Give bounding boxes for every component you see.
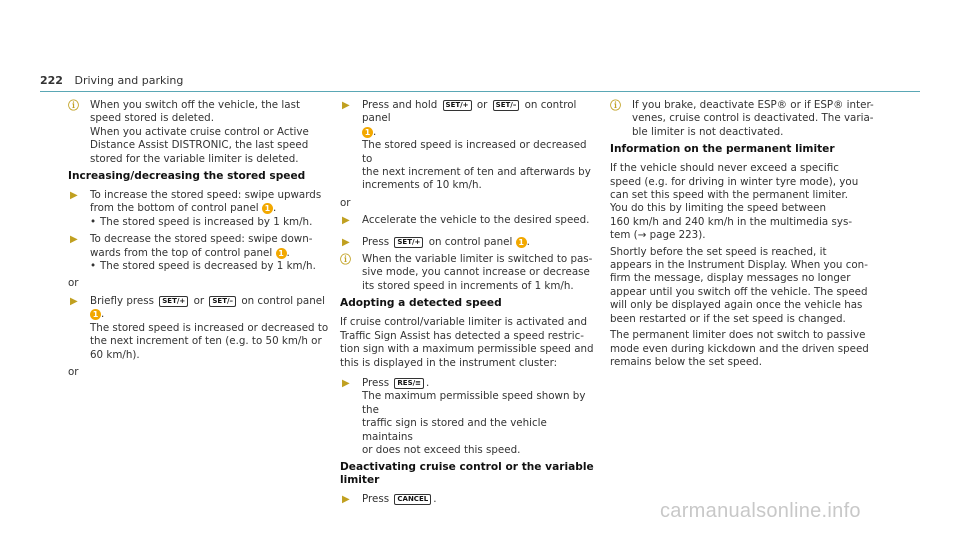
step-text: 60 km/h). bbox=[90, 348, 140, 361]
arrow-right-icon: ▶ bbox=[342, 236, 350, 248]
step-text: Press bbox=[362, 493, 390, 506]
paragraph-line: mode even during kickdown and the driven speed bbox=[610, 342, 869, 355]
page-reference-link[interactable]: tem (→ page 223). bbox=[610, 229, 706, 242]
note-line: Distance Assist DISTRONIC, the last speed bbox=[90, 139, 309, 152]
paragraph-line: Shortly before the set speed is reached, it bbox=[610, 245, 827, 258]
step-text: The stored speed is increased or decreased to bbox=[90, 321, 329, 334]
section-title: Driving and parking bbox=[74, 74, 184, 87]
set-plus-key: SET/+ bbox=[443, 100, 472, 111]
step-text: To decrease the stored speed: swipe down- bbox=[90, 233, 313, 246]
bullet-text: The stored speed is decreased by 1 km/h. bbox=[100, 260, 316, 273]
info-icon: ⓘ bbox=[68, 99, 79, 112]
paragraph-line: appears in the Instrument Display. When you con- bbox=[610, 259, 868, 272]
arrow-right-icon: ▶ bbox=[70, 190, 78, 202]
instruction-step: ▶ Press and hold SET/+ or SET/– on control panel 1 . The stored speed is increased or decreased to the next increment of ten and afterwards by increments of 10 km/h. bbox=[340, 99, 598, 193]
note-line: speed stored is deleted. bbox=[90, 112, 214, 125]
note-line: If you brake, deactivate ESP® or if ESP® inter- bbox=[632, 99, 874, 111]
instruction-step bbox=[340, 214, 598, 227]
arrow-right-icon: ▶ bbox=[342, 100, 350, 111]
step-text: wards from the top of control panel bbox=[90, 246, 273, 259]
arrow-right-icon: ▶ bbox=[342, 494, 350, 506]
step-text: traffic sign is stored and the vehicle maintains bbox=[362, 417, 547, 443]
page-number: 222 bbox=[40, 74, 63, 87]
note-line: its stored speed in increments of 1 km/h. bbox=[362, 279, 574, 292]
section-heading: Adopting a detected speed bbox=[340, 297, 502, 310]
column-1 bbox=[68, 99, 330, 379]
paragraph-line: tion sign with a maximum permissible speed and bbox=[340, 343, 594, 356]
set-minus-key: SET/– bbox=[493, 100, 520, 111]
step-text: Press bbox=[362, 376, 390, 389]
paragraph-line: Traffic Sign Assist has detected a speed restric- bbox=[340, 329, 584, 342]
step-text: Briefly press bbox=[90, 294, 154, 307]
note-line: When you activate cruise control or Active bbox=[90, 125, 309, 138]
arrow-right-icon: ▶ bbox=[70, 234, 78, 246]
or-label: or bbox=[68, 365, 79, 378]
set-plus-key: SET/+ bbox=[159, 296, 188, 307]
paragraph-line: If cruise control/variable limiter is activated and bbox=[340, 316, 587, 329]
note-line: venes, cruise control is deactivated. The varia- bbox=[632, 112, 874, 125]
column-3 bbox=[610, 99, 900, 372]
section-heading: Increasing/decreasing the stored speed bbox=[68, 170, 306, 183]
paragraph-line: can set this speed with the permanent limiter. bbox=[610, 189, 849, 202]
column-2 bbox=[340, 99, 598, 511]
instruction-step: ▶ Briefly press SET/+ or SET/– on control panel 1 . The stored speed is increased or decreased to the next increment of ten (e.g. to 50 km/h or 60 km/h). bbox=[70, 294, 329, 361]
info-icon: ⓘ bbox=[610, 99, 621, 112]
instruction-step: ▶ Press CANCEL . bbox=[342, 493, 437, 506]
paragraph-line: You do this by limiting the speed between bbox=[610, 202, 827, 215]
watermark: carmanualsonline.info bbox=[660, 500, 861, 522]
set-plus-key: SET/+ bbox=[394, 237, 423, 248]
paragraph-line: appear until you switch off the vehicle. The speed bbox=[610, 285, 868, 298]
arrow-right-icon: ▶ bbox=[342, 215, 350, 227]
step-text: on control panel bbox=[241, 294, 325, 307]
note-line: stored for the variable limiter is deleted. bbox=[90, 152, 299, 165]
step-text: Accelerate the vehicle to the desired speed. bbox=[362, 214, 590, 227]
bullet: • bbox=[90, 260, 97, 273]
header-divider bbox=[40, 91, 920, 92]
bullet-text: The stored speed is increased by 1 km/h. bbox=[100, 215, 313, 228]
paragraph-line: this is displayed in the instrument cluster: bbox=[340, 356, 558, 369]
paragraph bbox=[340, 316, 598, 370]
callout-number: 1 bbox=[516, 237, 527, 248]
paragraph-line: 160 km/h and 240 km/h in the multimedia sys- bbox=[610, 215, 853, 228]
instruction-step: ▶ Press SET/+ on control panel 1 . bbox=[342, 235, 530, 248]
note-line: ble limiter is not deactivated. bbox=[632, 125, 784, 138]
paragraph-line: firm the message, display messages no longer bbox=[610, 272, 851, 285]
instruction-step: ▶ To decrease the stored speed: swipe down- wards from the top of control panel 1 . • The stored speed is decreased by 1 km/h. bbox=[68, 233, 330, 273]
step-text: the next increment of ten (e.g. to 50 km/h or bbox=[90, 335, 322, 348]
paragraph-line: remains below the set speed. bbox=[610, 355, 762, 368]
paragraph-line: been restarted or if the set speed is changed. bbox=[610, 312, 846, 325]
bullet: • bbox=[90, 215, 97, 228]
step-text: or bbox=[476, 99, 488, 111]
note-block bbox=[610, 99, 900, 139]
set-minus-key: SET/– bbox=[209, 296, 236, 307]
step-text: The stored speed is increased or decreased to bbox=[362, 139, 587, 165]
paragraph bbox=[610, 246, 900, 326]
step-text: The maximum permissible speed shown by the bbox=[362, 390, 586, 416]
section-heading: Information on the permanent limiter bbox=[610, 143, 835, 156]
resume-key: RES/≡ bbox=[394, 378, 424, 389]
or-label: or bbox=[68, 277, 79, 290]
paragraph bbox=[610, 162, 900, 242]
paragraph-line: If the vehicle should never exceed a specific bbox=[610, 162, 839, 175]
note-block bbox=[340, 253, 598, 293]
step-text: or does not exceed this speed. bbox=[362, 443, 521, 456]
paragraph-line: speed (e.g. for driving in winter tyre mode), you bbox=[610, 175, 859, 188]
page-header bbox=[40, 74, 183, 87]
step-text: To increase the stored speed: swipe upwards bbox=[90, 189, 322, 202]
step-text: increments of 10 km/h. bbox=[362, 179, 482, 192]
arrow-right-icon: ▶ bbox=[70, 295, 78, 307]
arrow-right-icon: ▶ bbox=[342, 377, 350, 389]
section-heading: Deactivating cruise control or the variable limiter bbox=[340, 461, 594, 487]
step-text: from the bottom of control panel bbox=[90, 202, 259, 215]
paragraph bbox=[610, 329, 900, 369]
callout-number: 1 bbox=[276, 248, 287, 259]
note-line: sive mode, you cannot increase or decrease bbox=[362, 266, 590, 279]
paragraph-line: will only be displayed again once the vehicle has bbox=[610, 299, 863, 312]
note-line: When the variable limiter is switched to pas- bbox=[362, 253, 593, 266]
note-block bbox=[68, 99, 330, 166]
instruction-step: ▶ Press RES/≡ . The maximum permissible speed shown by the traffic sign is stored and the vehicle maintains or does not exceed this speed. bbox=[340, 377, 598, 457]
callout-number: 1 bbox=[90, 309, 101, 320]
paragraph-line: The permanent limiter does not switch to passive bbox=[610, 329, 866, 342]
step-text: Press bbox=[362, 235, 390, 248]
cancel-key: CANCEL bbox=[394, 494, 431, 505]
note-line: When you switch off the vehicle, the last bbox=[90, 99, 300, 111]
callout-number: 1 bbox=[362, 127, 373, 138]
step-text: on control panel bbox=[362, 99, 577, 125]
info-icon: ⓘ bbox=[340, 253, 351, 267]
step-text: the next increment of ten and afterwards by bbox=[362, 166, 591, 179]
instruction-step: ▶ To increase the stored speed: swipe upwards from the bottom of control panel 1 . • The stored speed is increased by 1 km/h. bbox=[68, 189, 330, 229]
step-text: or bbox=[193, 294, 205, 307]
step-text: Press and hold bbox=[362, 99, 438, 111]
or-label: or bbox=[340, 196, 351, 209]
callout-number: 1 bbox=[262, 203, 273, 214]
step-text: on control panel bbox=[428, 235, 513, 248]
